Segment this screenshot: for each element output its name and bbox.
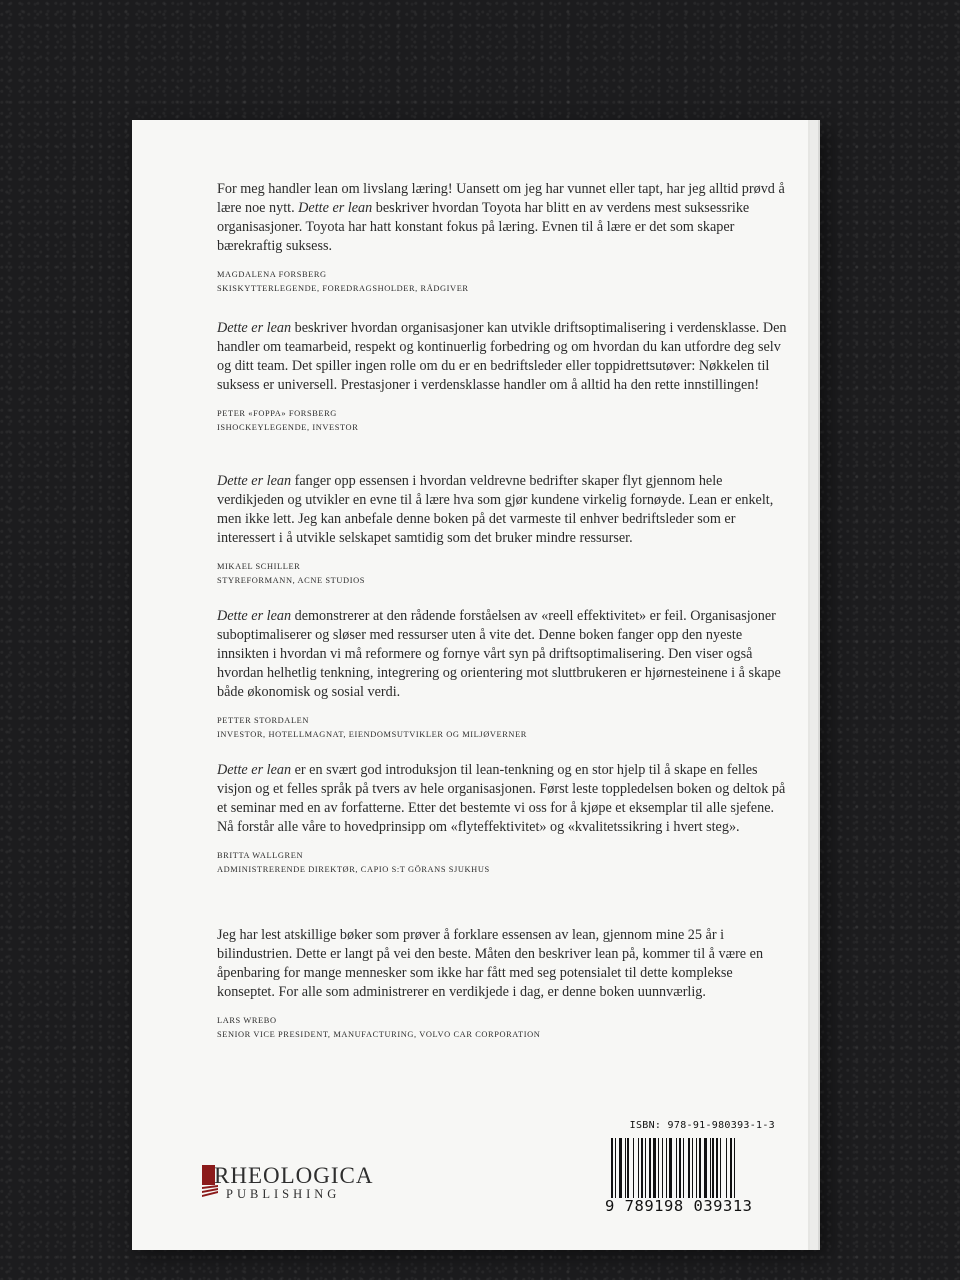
quote-author: MIKAEL SCHILLER (217, 562, 301, 571)
quote-author-title: STYREFORMANN, ACNE STUDIOS (217, 576, 365, 585)
barcode-bar (730, 1138, 732, 1198)
barcode-bar (669, 1138, 672, 1198)
barcode-bar (611, 1138, 613, 1198)
barcode-bar (627, 1138, 629, 1198)
barcode-bar (696, 1138, 697, 1198)
quote-attribution (217, 268, 787, 296)
barcode-area (605, 1120, 775, 1220)
barcode-bar (688, 1138, 690, 1198)
barcode-bar (676, 1138, 677, 1198)
quote-attribution (217, 1014, 787, 1042)
barcode-bar (679, 1138, 681, 1198)
barcode-bar (699, 1138, 701, 1198)
quote-author-title: ISHOCKEYLEGENDE, INVESTOR (217, 423, 359, 432)
barcode-bar (625, 1138, 626, 1198)
quote-author-title: SENIOR VICE PRESIDENT, MANUFACTURING, VOLVO CAR CORPORATION (217, 1030, 541, 1039)
barcode-bar (734, 1138, 735, 1198)
barcode-bar (658, 1138, 659, 1198)
quote-attribution (217, 407, 787, 435)
barcode-bar (683, 1138, 684, 1198)
barcode-bar (712, 1138, 714, 1198)
book-back-cover (132, 120, 808, 1250)
quote-text: Dette er lean fanger opp essensen i hvordan veldrevne bedrifter skaper flyt gjennom hele verdikjeden og utvikler en evne til å lære hva som gjør kundene virkelig fornøyde. Lean er enkelt, men ikke lett. Jeg kan anbefale denne boken på det varmeste til enhver bedriftsleder som er interessert i å utvikle selskapet samtidig som det bruker mindre ressurser. (217, 473, 774, 546)
quote-text: Dette er lean er en svært god introduksjon til lean-tenkning og en stor hjelp til å skape en felles visjon og et felles språk på tvers av hele organisasjonen. Først leste toppledelsen boken og deltok på et seminar med en av forfatterne. Etter det bestemte vi oss for å kjøpe et eksemplar til alle sjefene. Nå forstår alle våre to hovedprinsipp om «flyteffektivitet» og «kvalitetssikring i hvert steg». (217, 762, 786, 835)
barcode-bar (641, 1138, 643, 1198)
barcode-bar (692, 1138, 693, 1198)
quote-block (217, 319, 787, 435)
quote-block (217, 472, 787, 588)
quote-text: Jeg har lest atskillige bøker som prøver å forklare essensen av lean, gjennom mine 25 år i bilindustrien. Dette er langt på vei den beste. Måten den beskriver lean på, kommer til å være en åpenbaring for mange mennesker som ikke har fått med seg potensialet til dette komplekse konseptet. For alle som administrerer en verdikjede i dag, er denne boken uunnværlig. (217, 927, 764, 1000)
isbn-label: ISBN: 978-91-980393-1-3 (629, 1120, 775, 1131)
publisher-logo (202, 1163, 382, 1203)
quote-text: For meg handler lean om livslang læring! Uansett om jeg har vunnet eller tapt, har jeg alltid prøvd å lære noe nytt. Dette er lean beskriver hvordan Toyota har blitt en av verdens mest suksessrike organisasjoner. Toyota har hatt konstant fokus på læring. Evnen til å lære er det som skaper bærekraftig suksess. (217, 181, 785, 254)
barcode-bar (726, 1138, 727, 1198)
quote-block (217, 607, 787, 742)
barcode-bar (649, 1138, 651, 1198)
quote-author: BRITTA WALLGREN (217, 851, 304, 860)
barcode-bar (666, 1138, 667, 1198)
quote-author: LARS WREBO (217, 1016, 277, 1025)
quote-author-title: INVESTOR, HOTELLMAGNAT, EIENDOMSUTVIKLER OG MILJØVERNER (217, 730, 527, 739)
quote-author: PETTER STORDALEN (217, 716, 310, 725)
barcode-bar (716, 1138, 718, 1198)
publisher-name: RHEOLOGICA (214, 1163, 374, 1188)
quote-attribution (217, 849, 787, 877)
quote-author-title: ADMINISTRERENDE DIREKTØR, CAPIO S:T GÖRANS SJUKHUS (217, 865, 490, 874)
quote-block (217, 180, 787, 296)
barcode-digits: 9 789198 039313 (605, 1197, 753, 1215)
barcode-bar (710, 1138, 711, 1198)
quote-author-title: SKISKYTTERLEGENDE, FOREDRAGSHOLDER, RÅDGIVER (217, 284, 469, 293)
barcode (611, 1138, 771, 1198)
publisher-subname: PUBLISHING (226, 1187, 341, 1201)
barcode-bar (662, 1138, 663, 1198)
barcode-bar (645, 1138, 646, 1198)
quote-author: PETER «FOPPA» FORSBERG (217, 409, 337, 418)
quote-block (217, 761, 787, 877)
barcode-bar (615, 1138, 616, 1198)
barcode-bar (633, 1138, 634, 1198)
barcode-bar (720, 1138, 721, 1198)
barcode-bar (638, 1138, 639, 1198)
barcode-bar (619, 1138, 622, 1198)
quote-attribution (217, 714, 787, 742)
quote-text: Dette er lean beskriver hvordan organisasjoner kan utvikle driftsoptimalisering i verdensklasse. Den handler om teamarbeid, respekt og kontinuerlig forbedring og om hvordan du kan utfordre deg selv og ditt team. Det spiller ingen rolle om du er en bedriftsleder eller toppidrettsutøver: Nøkkelen til suksess er universell. Prestasjoner i verdensklasse handler om å alltid ha den rette innstillingen! (217, 320, 787, 393)
quote-attribution (217, 560, 787, 588)
quote-block (217, 926, 787, 1042)
quote-author: MAGDALENA FORSBERG (217, 270, 327, 279)
barcode-bar (704, 1138, 707, 1198)
barcode-bar (653, 1138, 656, 1198)
quote-text: Dette er lean demonstrerer at den rådende forståelsen av «reell effektivitet» er feil. Organisasjoner suboptimaliserer og sløser med ressurser uten å vite det. Denne boken fanger opp den nyeste innsikten i hvordan vi må reformere og fornye vårt syn på driftsoptimalisering. Den viser også hvordan helhetlig tenkning, integrering og orientering mot sluttbrukeren er hjørnesteinene i å skape både økonomisk og sosial verdi. (217, 608, 781, 700)
